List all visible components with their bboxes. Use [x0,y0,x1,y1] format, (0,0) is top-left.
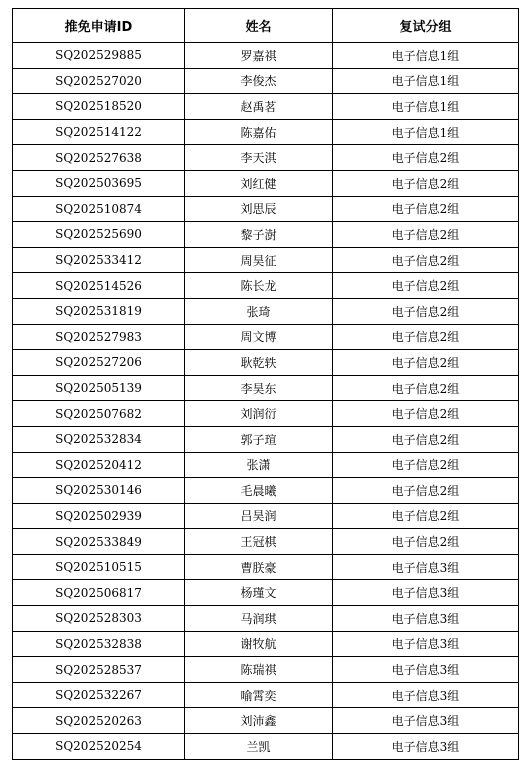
cell-name: 李天淇 [185,145,333,171]
cell-application-id: SQ202520263 [13,708,185,734]
cell-name: 毛晨曦 [185,478,333,504]
cell-group: 电子信息3组 [333,631,519,657]
cell-name: 耿乾轶 [185,350,333,376]
cell-name: 刘红健 [185,170,333,196]
cell-group: 电子信息2组 [333,196,519,222]
cell-application-id: SQ202503695 [13,170,185,196]
cell-application-id: SQ202514526 [13,273,185,299]
cell-group: 电子信息3组 [333,580,519,606]
cell-name: 周文博 [185,324,333,350]
header-application-id: 推免申请ID [13,9,185,43]
cell-group: 电子信息2组 [333,145,519,171]
cell-group: 电子信息1组 [333,119,519,145]
table-row [13,401,519,427]
cell-application-id: SQ202506817 [13,580,185,606]
cell-group: 电子信息2组 [333,247,519,273]
cell-group: 电子信息2组 [333,426,519,452]
cell-name: 张琦 [185,298,333,324]
cell-group: 电子信息2组 [333,170,519,196]
cell-name: 刘思辰 [185,196,333,222]
cell-group: 电子信息2组 [333,222,519,248]
cell-group: 电子信息2组 [333,324,519,350]
cell-group: 电子信息3组 [333,554,519,580]
cell-application-id: SQ202527206 [13,350,185,376]
cell-application-id: SQ202510515 [13,554,185,580]
cell-group: 电子信息3组 [333,606,519,632]
cell-application-id: SQ202527638 [13,145,185,171]
cell-application-id: SQ202533849 [13,529,185,555]
cell-name: 张潇 [185,452,333,478]
cell-group: 电子信息3组 [333,682,519,708]
cell-application-id: SQ202533412 [13,247,185,273]
cell-group: 电子信息1组 [333,68,519,94]
cell-name: 李俊杰 [185,68,333,94]
cell-group: 电子信息2组 [333,273,519,299]
table-row [13,657,519,683]
table-row [13,734,519,760]
table-row [13,631,519,657]
table-row [13,452,519,478]
cell-group: 电子信息3组 [333,657,519,683]
cell-application-id: SQ202532834 [13,426,185,452]
table-row [13,145,519,171]
cell-name: 李昊东 [185,375,333,401]
table-row [13,478,519,504]
cell-name: 周昊征 [185,247,333,273]
table-row [13,350,519,376]
cell-name: 刘沛鑫 [185,708,333,734]
table-row [13,606,519,632]
document-page [12,8,518,760]
cell-group: 电子信息3组 [333,734,519,760]
cell-application-id: SQ202532838 [13,631,185,657]
cell-application-id: SQ202531819 [13,298,185,324]
table-row [13,94,519,120]
cell-name: 郭子瑄 [185,426,333,452]
cell-name: 陈嘉佑 [185,119,333,145]
cell-name: 杨瑾文 [185,580,333,606]
table-row [13,708,519,734]
table-row [13,170,519,196]
cell-application-id: SQ202507682 [13,401,185,427]
table-row [13,222,519,248]
header-group: 复试分组 [333,9,519,43]
cell-group: 电子信息2组 [333,375,519,401]
cell-group: 电子信息2组 [333,350,519,376]
table-row [13,43,519,69]
header-row [13,9,519,43]
table-row [13,196,519,222]
cell-name: 刘润衍 [185,401,333,427]
table-row [13,580,519,606]
cell-name: 谢牧航 [185,631,333,657]
cell-group: 电子信息1组 [333,43,519,69]
table-row [13,324,519,350]
cell-application-id: SQ202530146 [13,478,185,504]
cell-application-id: SQ202532267 [13,682,185,708]
cell-application-id: SQ202518520 [13,94,185,120]
table-row [13,529,519,555]
cell-group: 电子信息2组 [333,401,519,427]
cell-group: 电子信息2组 [333,478,519,504]
cell-application-id: SQ202528303 [13,606,185,632]
cell-name: 罗嘉祺 [185,43,333,69]
cell-group: 电子信息2组 [333,503,519,529]
cell-application-id: SQ202502939 [13,503,185,529]
table-row [13,273,519,299]
table-row [13,426,519,452]
cell-group: 电子信息2组 [333,298,519,324]
cell-name: 马润琪 [185,606,333,632]
applicant-table [12,8,519,760]
cell-name: 喻霄奕 [185,682,333,708]
header-name: 姓名 [185,9,333,43]
cell-name: 陈瑞祺 [185,657,333,683]
cell-name: 兰凯 [185,734,333,760]
cell-name: 吕昊润 [185,503,333,529]
table-row [13,375,519,401]
cell-name: 曹朕豪 [185,554,333,580]
cell-application-id: SQ202528537 [13,657,185,683]
cell-application-id: SQ202510874 [13,196,185,222]
cell-application-id: SQ202514122 [13,119,185,145]
cell-group: 电子信息2组 [333,529,519,555]
table-row [13,554,519,580]
table-row [13,119,519,145]
table-row [13,682,519,708]
table-header [13,9,519,43]
cell-application-id: SQ202525690 [13,222,185,248]
cell-group: 电子信息2组 [333,452,519,478]
table-row [13,298,519,324]
table-row [13,68,519,94]
cell-name: 王冠棋 [185,529,333,555]
table-row [13,247,519,273]
cell-application-id: SQ202527020 [13,68,185,94]
cell-application-id: SQ202505139 [13,375,185,401]
cell-application-id: SQ202520412 [13,452,185,478]
cell-application-id: SQ202520254 [13,734,185,760]
table-row [13,503,519,529]
cell-name: 黎子澍 [185,222,333,248]
cell-group: 电子信息1组 [333,94,519,120]
table-body [13,43,519,760]
cell-group: 电子信息3组 [333,708,519,734]
cell-application-id: SQ202527983 [13,324,185,350]
cell-application-id: SQ202529885 [13,43,185,69]
cell-name: 陈长龙 [185,273,333,299]
cell-name: 赵禹茗 [185,94,333,120]
